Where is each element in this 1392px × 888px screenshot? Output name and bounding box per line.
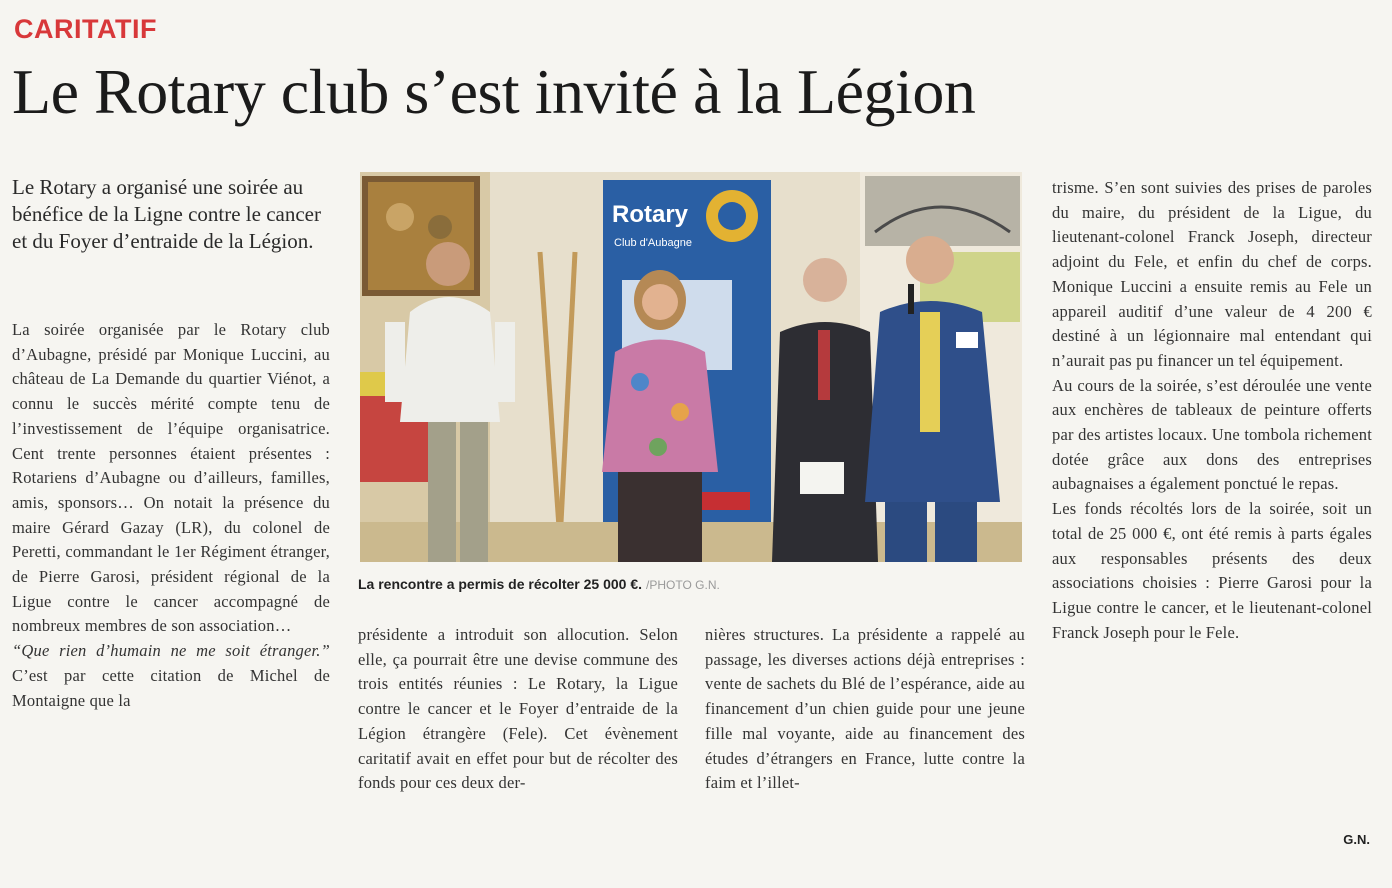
column-1-paragraph: La soirée organisée par le Rotary club d’Aubagne, présidé par Monique Luccini, au château de La Demande du quartier Viénot, a connu le succès mérité compte tenu de l’investissement de l’équipe organisatrice. Cent trente personnes étaient présentes : Rotariens d’Aubagne ou d’ailleurs, familles, amis, sponsors… On notait la présence du maire Gérard Gazay (LR), du colonel de Peretti, commandant le 1er Régiment étranger, de Pierre Garosi, président régional de la Ligue contre le cancer accompagné de nombreux membres de son association… xyxy=(12,320,330,636)
article-column-2 xyxy=(358,623,678,796)
article-photo xyxy=(360,172,1022,562)
caption-text: La rencontre a permis de récolter 25 000 €. xyxy=(358,576,643,592)
column-3-paragraph: nières structures. La présidente a rappelé au passage, les diverses actions déjà entreprises : vente de sachets du Blé de l’espérance, aide au financement d’un chien guide pour une jeune fille mal voyante, aide au financement des études d’étrangers en France, lutte contre la faim et l’illet- xyxy=(705,625,1025,793)
microphone-icon xyxy=(908,284,914,314)
montaigne-quote: “Que rien d’humain ne me soit étranger.” xyxy=(12,641,330,661)
photo-credit: /PHOTO G.N. xyxy=(646,578,720,592)
article-column-1 xyxy=(12,318,330,713)
article-column-3 xyxy=(705,623,1025,796)
article-lead: Le Rotary a organisé une soirée au bénéfice de la Ligne contre le cancer et du Foyer d’entraide de la Légion. xyxy=(12,175,321,253)
column-2-paragraph: présidente a introduit son allocution. Selon elle, ça pourrait être une devise commune des trois entités réunies : Le Rotary, la Ligue contre le cancer et le Foyer d’entraide de la Légion étrangère (Fele). Cet évènement caritatif avait en effet pour but de récolter des fonds pour ces deux der- xyxy=(358,625,678,793)
article-headline: Le Rotary club s’est invité à la Légion xyxy=(12,56,976,127)
banner-title: Rotary xyxy=(612,201,689,228)
column-4-paragraph-3: Les fonds récoltés lors de la soirée, soit un total de 25 000 €, ont été remis à parts égales aux responsables présents des deux associations choisies : Pierre Garosi pour la Ligue contre le cancer, et le lieutenant-colonel Franck Joseph pour le Fele. xyxy=(1052,499,1372,642)
column-4-paragraph-1: trisme. S’en sont suivies des prises de paroles du maire, du président de la Ligue, du lieutenant-colonel Franck Joseph, directeur adjoint du Fele, et enfin du chef de corps. Monique Luccini a ensuite remis au Fele un appareil auditif d’une valeur de 4 200 € destiné à un légionnaire mal entendant qui n’aurait pas pu financer un tel équipement. xyxy=(1052,178,1372,370)
article-column-4 xyxy=(1052,176,1372,645)
banner-subtitle: Club d'Aubagne xyxy=(614,237,692,249)
photo-caption xyxy=(358,576,720,592)
section-rubric: CARITATIF xyxy=(14,14,157,44)
column-4-paragraph-2: Au cours de la soirée, s’est déroulée une vente aux enchères de tableaux de peinture offerts par des artistes locaux. Une tombola richement dotée grâce aux dons des entreprises aubagnaises a également ponctué le repas. xyxy=(1052,375,1372,494)
author-signature: G.N. xyxy=(1343,832,1370,847)
column-1-after-quote: C’est par cette citation de Michel de Montaigne que la xyxy=(12,665,330,710)
